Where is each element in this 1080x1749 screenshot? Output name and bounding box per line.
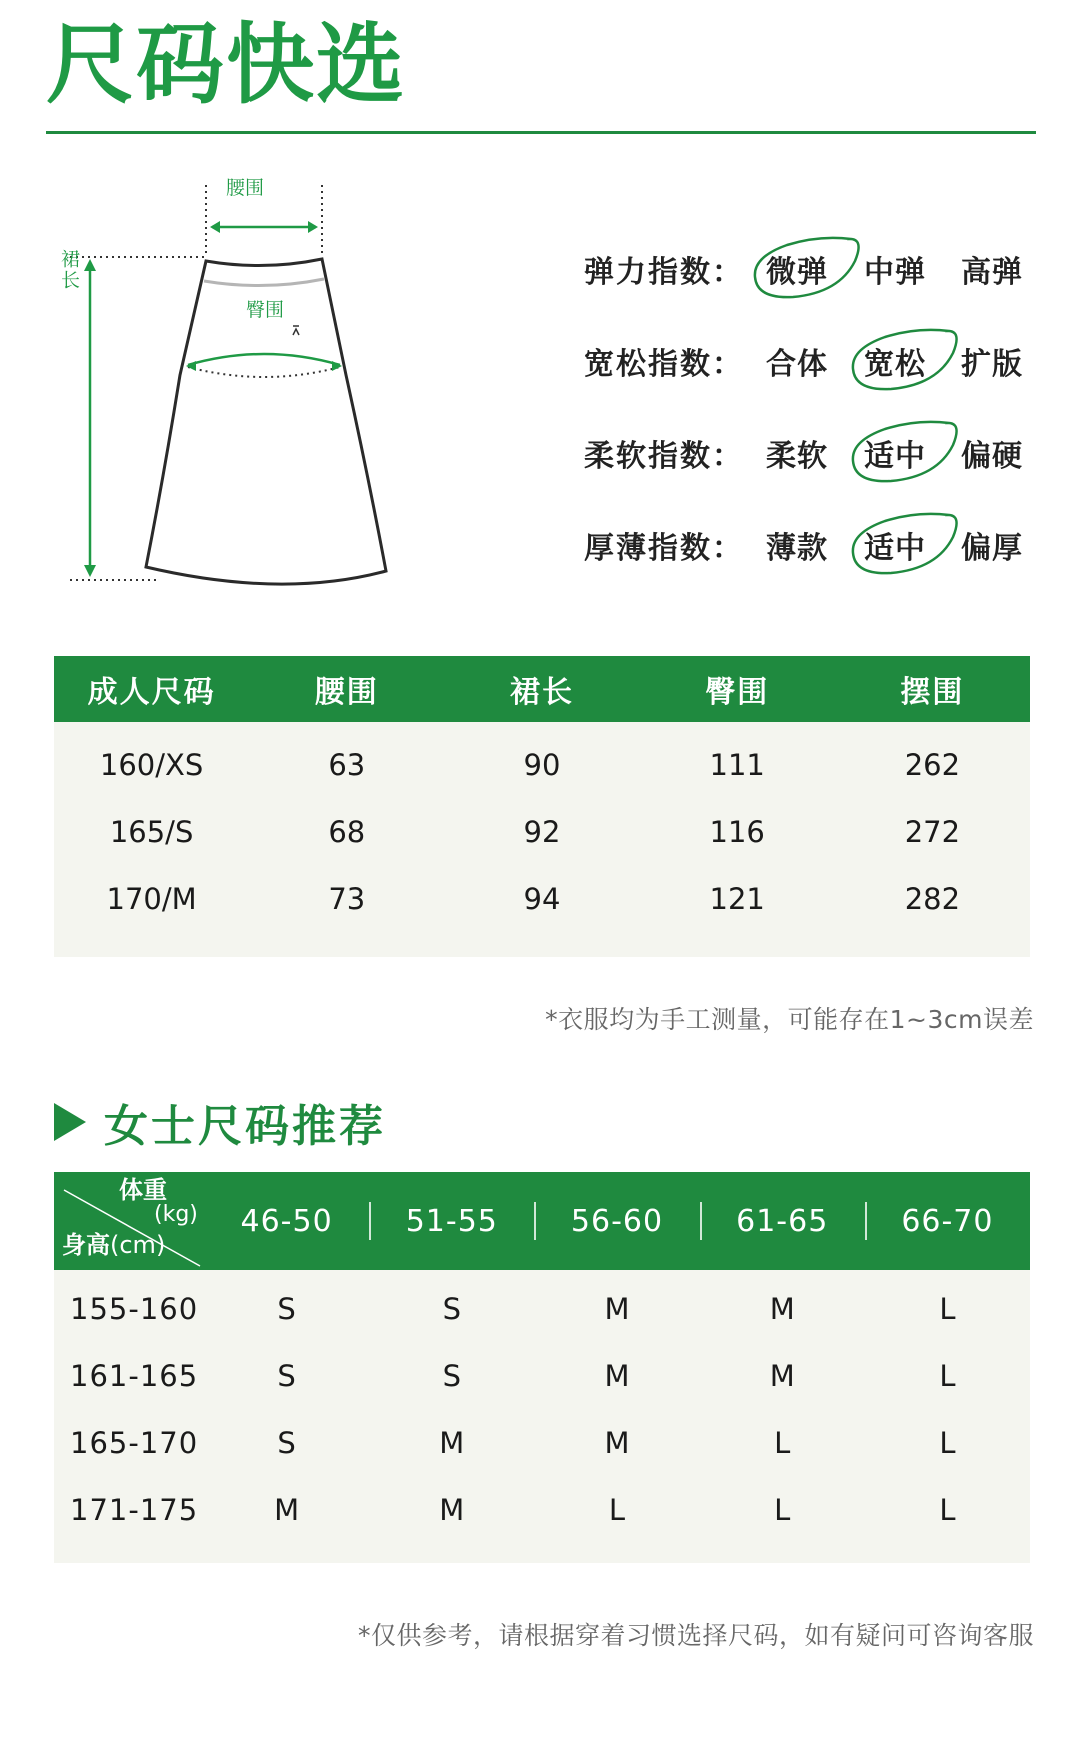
index-option: 偏厚 <box>961 531 1023 566</box>
section-title: 女士尺码推荐 <box>104 1101 386 1152</box>
index-option-selected: 宽松 <box>864 347 926 382</box>
thickness-index-row <box>584 511 1044 603</box>
size-cell: L <box>774 1492 791 1527</box>
table-row <box>54 1275 1030 1342</box>
size-cell: M <box>604 1425 630 1460</box>
recommendation-table <box>54 1172 1030 1563</box>
index-option-selected: 适中 <box>864 531 926 566</box>
size-cell: L <box>939 1291 956 1326</box>
index-option: 高弹 <box>961 255 1023 290</box>
table-cell: 272 <box>904 814 961 849</box>
softness-index-row <box>584 419 1044 511</box>
header-cell: 摆围 <box>900 675 965 710</box>
index-option: 中弹 <box>864 255 926 290</box>
header-cell: 臀围 <box>705 675 770 710</box>
index-option: 柔软 <box>766 439 828 474</box>
height-cell: 155-160 <box>70 1291 199 1326</box>
table-cell: 170/M <box>106 881 197 916</box>
size-cell: S <box>442 1291 462 1326</box>
size-cell: S <box>442 1358 462 1393</box>
header-cell: 成人尺码 <box>87 675 216 710</box>
index-option: 合体 <box>766 347 828 382</box>
header-cell: 裙长 <box>510 675 574 710</box>
table-cell: 94 <box>523 881 561 916</box>
size-cell: S <box>277 1291 296 1326</box>
table-cell: 121 <box>709 881 765 916</box>
table-row <box>54 865 1030 932</box>
table-cell: 68 <box>328 814 366 849</box>
recommendation-note: *仅供参考，请根据穿着习惯选择尺码，如有疑问可咨询客服 <box>357 1621 1034 1650</box>
index-option: 偏硬 <box>961 439 1023 474</box>
size-cell: L <box>774 1425 791 1460</box>
table-cell: 90 <box>523 747 561 782</box>
table-cell: 116 <box>709 814 765 849</box>
size-cell: L <box>939 1358 956 1393</box>
looseness-index-row <box>584 327 1044 419</box>
size-cell: M <box>439 1425 465 1460</box>
waist-label: 腰围 <box>226 177 265 199</box>
table-cell: 73 <box>328 881 366 916</box>
size-cell: M <box>274 1492 300 1527</box>
hip-label: 臀围 <box>243 299 287 321</box>
fabric-index-list <box>584 235 1044 603</box>
height-cell: 171-175 <box>70 1492 199 1527</box>
height-header <box>62 1230 165 1260</box>
index-option-selected: 适中 <box>864 439 926 474</box>
section-heading <box>54 1090 386 1154</box>
play-triangle-icon <box>54 1103 86 1141</box>
height-cell: 161-165 <box>70 1358 199 1393</box>
size-cell: M <box>769 1358 795 1393</box>
table-row <box>54 1476 1030 1543</box>
measure-note: *衣服均为手工测量，可能存在1~3cm误差 <box>545 1005 1034 1034</box>
weight-unit: (kg) <box>154 1202 198 1227</box>
size-table-header <box>54 656 1030 722</box>
table-row <box>54 731 1030 798</box>
table-cell: 160/XS <box>99 747 204 782</box>
weight-column-header: 51-55 <box>369 1204 534 1239</box>
weight-column-header: 66-70 <box>865 1204 1030 1239</box>
index-label: 柔软指数： <box>584 439 744 474</box>
height-cell: 165-170 <box>70 1425 199 1460</box>
recommendation-table-body <box>54 1270 1030 1563</box>
title-divider <box>46 131 1036 134</box>
size-cell: M <box>604 1291 630 1326</box>
table-cell: 92 <box>523 814 561 849</box>
size-cell: L <box>608 1492 626 1527</box>
weight-column-header: 46-50 <box>240 1203 333 1239</box>
table-row <box>54 1409 1030 1476</box>
size-cell: M <box>604 1358 630 1393</box>
size-cell: M <box>439 1492 465 1527</box>
corner-header-cell <box>54 1172 204 1270</box>
table-cell: 63 <box>328 747 366 782</box>
size-cell: S <box>277 1425 296 1460</box>
weight-column-header: 56-60 <box>534 1204 699 1239</box>
recommendation-table-header <box>54 1172 1030 1270</box>
table-cell: 165/S <box>109 814 194 849</box>
index-option: 薄款 <box>766 531 828 566</box>
size-cell: L <box>939 1425 956 1460</box>
index-label: 宽松指数： <box>584 347 744 382</box>
skirt-illustration <box>50 175 430 595</box>
weight-column-header: 61-65 <box>700 1204 865 1239</box>
index-label: 弹力指数： <box>584 255 744 290</box>
table-cell: 111 <box>709 747 765 782</box>
table-row <box>54 1342 1030 1409</box>
table-row <box>54 798 1030 865</box>
size-cell: S <box>277 1358 296 1393</box>
index-option: 扩版 <box>961 347 1023 382</box>
size-table-body <box>54 722 1030 957</box>
height-unit: (cm) <box>110 1231 166 1259</box>
size-cell: L <box>939 1492 956 1527</box>
height-label: 身高 <box>62 1231 110 1259</box>
page-title: 尺码快选 <box>46 13 407 116</box>
size-cell: M <box>769 1291 795 1326</box>
elasticity-index-row <box>584 235 1044 327</box>
weight-label: 体重 <box>119 1176 167 1204</box>
header-cell: 腰围 <box>314 675 379 710</box>
size-table <box>54 656 1030 957</box>
index-option-selected: 微弹 <box>766 255 828 290</box>
length-label: 裙长 <box>58 249 80 291</box>
index-label: 厚薄指数： <box>584 531 744 566</box>
table-cell: 282 <box>904 881 961 916</box>
skirt-diagram <box>50 175 430 595</box>
table-cell: 262 <box>904 747 961 782</box>
